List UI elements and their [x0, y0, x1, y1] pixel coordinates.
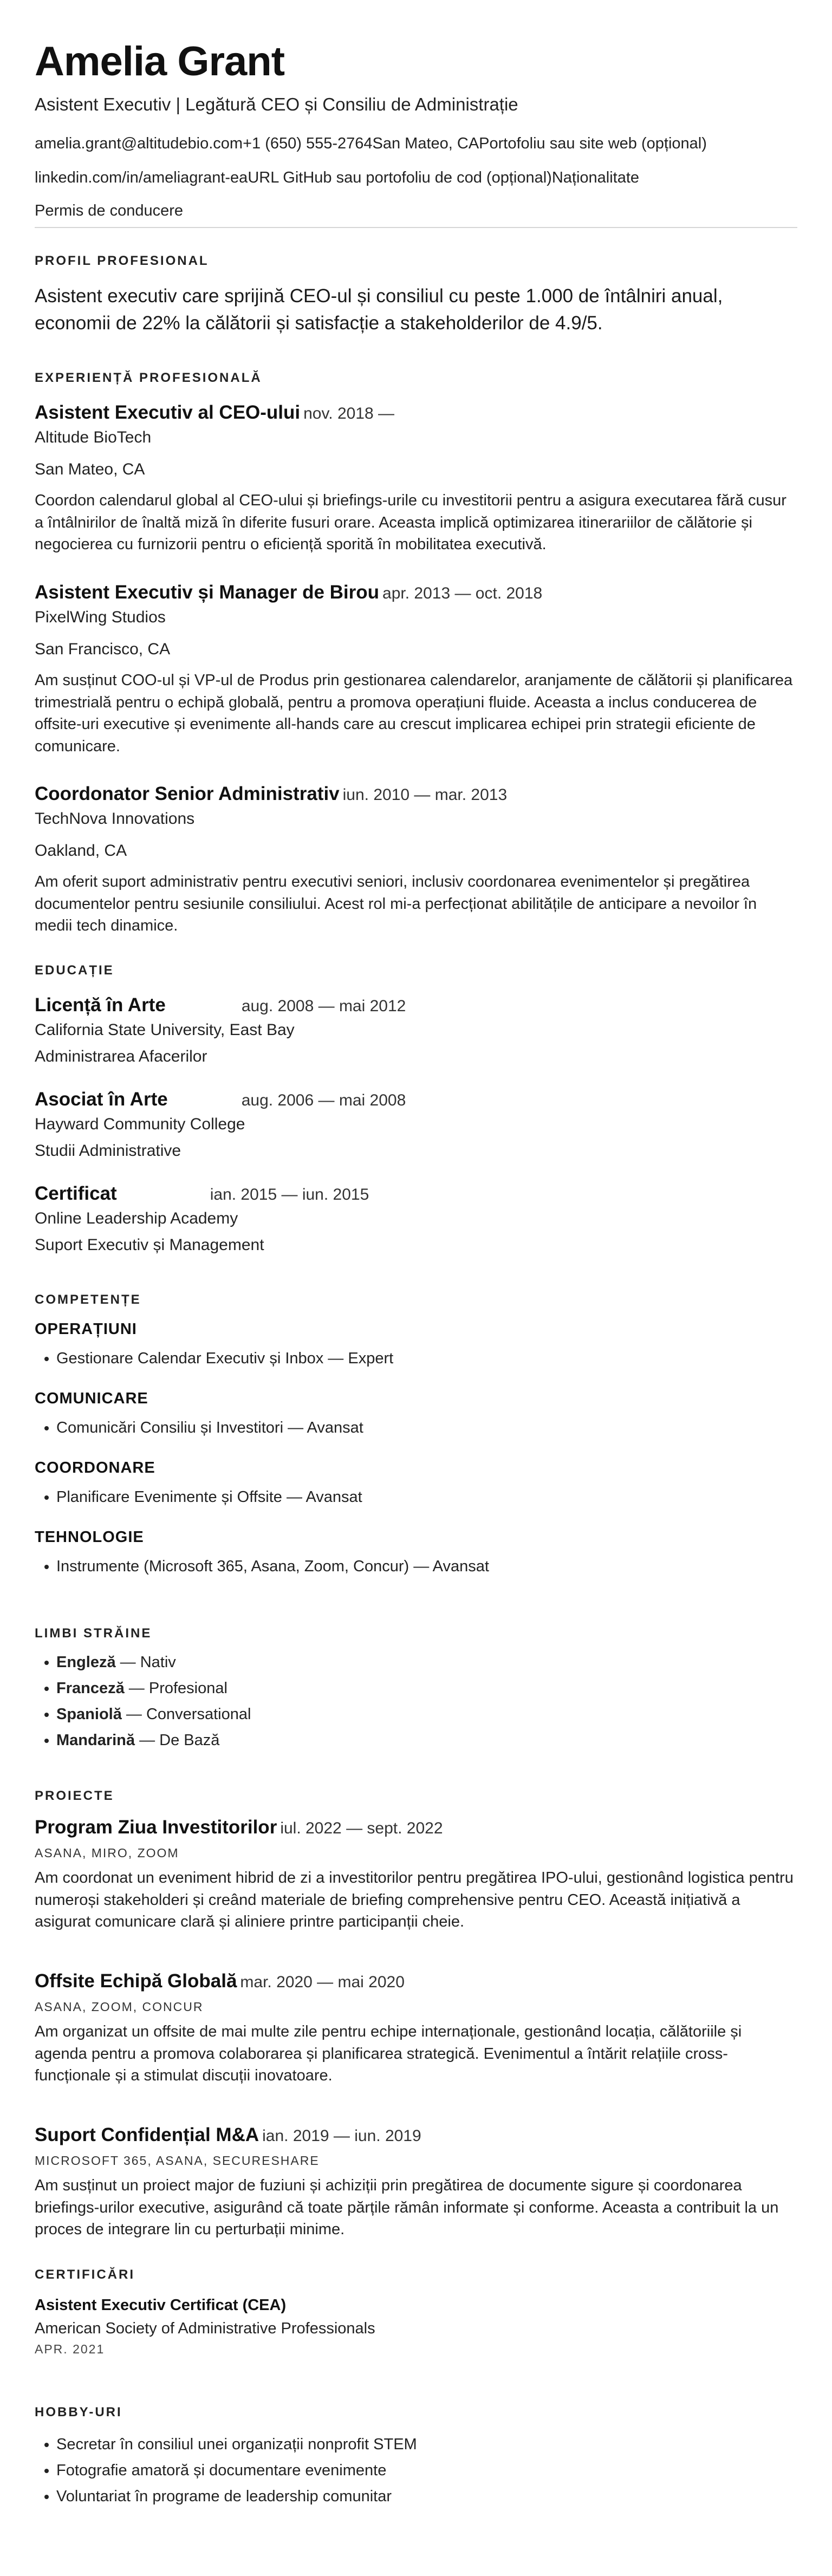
language-name: Engleză	[56, 1654, 116, 1671]
skill-list	[35, 1415, 797, 1441]
skill-category: COORDONARE	[35, 1459, 155, 1476]
education-school: Online Leadership Academy	[35, 1209, 238, 1227]
certifications-section	[35, 2267, 797, 2357]
education-entry	[35, 1183, 797, 1256]
skill-item: Comunicări Consiliu și Investitori — Avansat	[35, 1415, 797, 1441]
experience-dates: nov. 2018 —	[303, 405, 395, 422]
projects-section	[35, 1788, 797, 2239]
certification-org: American Society of Administrative Professionals	[35, 2320, 375, 2337]
project-description: Am susținut un proiect major de fuziuni și achiziții prin pregătirea de documente sigure și coordonarea briefings-urilor executive, asigurând că toate părțile rămân informate și conforme. Aceasta a contribuit la un proces de integrare lin cu perturbații minime.	[35, 2177, 779, 2239]
skill-item: Planificare Evenimente și Offsite — Avansat	[35, 1485, 797, 1511]
experience-dates: apr. 2013 — oct. 2018	[382, 584, 543, 602]
education-field: Studii Administrative	[35, 1142, 181, 1160]
experience-description: Am susținut COO-ul și VP-ul de Produs prin gestionarea calendarelor, aranjamente de călătorii și planificarea trimestrială pentru o echipă globală, pentru a promova operațiuni fluide. Aceasta a inclus conducerea de offsite-uri executive și evenimente all-hands care au crescut implicarea echipei prin strategii eficiente de comunicare.	[35, 672, 793, 755]
education-dates: ian. 2015 — iun. 2015	[210, 1186, 369, 1204]
project-dates: mar. 2020 — mai 2020	[240, 1973, 405, 1991]
section-title-projects: PROIECTE	[35, 1788, 114, 1803]
experience-role: Coordonator Senior Administrativ	[35, 783, 340, 804]
experience-entry	[35, 783, 797, 937]
project-dates: iul. 2022 — sept. 2022	[280, 1819, 443, 1837]
skill-group	[35, 1528, 797, 1580]
language-item	[35, 1728, 797, 1754]
header-divider	[35, 227, 797, 228]
skill-group	[35, 1459, 797, 1511]
project-name: Offsite Echipă Globală	[35, 1970, 237, 1992]
education-school: Hayward Community College	[35, 1115, 245, 1133]
candidate-name: Amelia Grant	[35, 38, 285, 84]
profile-section	[35, 253, 797, 336]
education-field: Administrarea Afacerilor	[35, 1048, 207, 1065]
project-entry	[35, 1970, 797, 2087]
experience-entry	[35, 582, 797, 757]
hobbies-section	[35, 2405, 797, 2510]
contact-line-primary: amelia.grant@altitudebio.com+1 (650) 555-2764San Mateo, CAPortofoliu sau site web (opțional)	[35, 134, 707, 152]
certification-name: Asistent Executiv Certificat (CEA)	[35, 2297, 287, 2314]
experience-location: Oakland, CA	[35, 842, 127, 860]
skill-item: Instrumente (Microsoft 365, Asana, Zoom, Concur) — Avansat	[35, 1554, 797, 1580]
language-name: Franceză	[56, 1679, 125, 1697]
project-entry	[35, 1817, 797, 1933]
language-item	[35, 1702, 797, 1728]
experience-company: Altitude BioTech	[35, 428, 152, 446]
hobby-item: Secretar în consiliul unei organizații nonprofit STEM	[35, 2432, 797, 2458]
certification-entry	[35, 2297, 797, 2357]
education-field: Suport Executiv și Management	[35, 1236, 264, 1254]
project-dates: ian. 2019 — iun. 2019	[262, 2127, 421, 2145]
project-name: Suport Confidențial M&A	[35, 2124, 259, 2145]
section-title-experience: EXPERIENȚĂ PROFESIONALĂ	[35, 370, 262, 385]
certification-date: APR. 2021	[35, 2342, 105, 2356]
language-name: Spaniolă	[56, 1705, 122, 1723]
skill-category: OPERAȚIUNI	[35, 1320, 137, 1338]
experience-location: San Francisco, CA	[35, 640, 171, 658]
education-dates: aug. 2006 — mai 2008	[241, 1091, 406, 1109]
education-entry	[35, 1089, 797, 1161]
language-level: — Conversational	[121, 1705, 251, 1723]
project-tools: ASANA, ZOOM, CONCUR	[35, 2000, 204, 2014]
experience-entry	[35, 402, 797, 556]
section-title-hobbies: HOBBY-URI	[35, 2405, 122, 2419]
section-title-education: EDUCAȚIE	[35, 963, 114, 978]
section-title-profile: PROFIL PROFESIONAL	[35, 253, 209, 268]
section-title-languages: LIMBI STRĂINE	[35, 1626, 152, 1641]
hobby-item: Voluntariat în programe de leadership comunitar	[35, 2484, 797, 2510]
education-dates: aug. 2008 — mai 2012	[241, 997, 406, 1015]
education-entry	[35, 994, 797, 1067]
project-name: Program Ziua Investitorilor	[35, 1817, 277, 1838]
skills-section	[35, 1292, 797, 1575]
experience-description: Coordon calendarul global al CEO-ului și briefings-urile cu investitorii pentru a asigura executarea fără cusur a întâlnirilor de înaltă miză în diferite fusuri orare. Aceasta implică optimizarea itinerariilor de călătorie și negocierea cu furnizorii pentru o eficiență sporită în mobilitatea executivă.	[35, 492, 786, 554]
skill-list	[35, 1485, 797, 1511]
hobby-item: Fotografie amatoră și documentare evenimente	[35, 2458, 797, 2484]
resume-header	[35, 39, 797, 228]
candidate-headline: Asistent Executiv | Legătură CEO și Consiliu de Administrație	[35, 94, 518, 114]
project-description: Am organizat un offsite de mai multe zile pentru echipe internaționale, gestionând locația, călătoriile și agenda pentru a promova colaborarea și planificarea strategică. Evenimentul a întărit relațiile cross-funcționale și a stimulat discuții inovatoare.	[35, 2023, 742, 2085]
skill-category: TEHNOLOGIE	[35, 1528, 144, 1546]
languages-section	[35, 1626, 797, 1753]
skill-category: COMUNICARE	[35, 1390, 148, 1407]
hobby-list	[35, 2432, 797, 2510]
language-list	[35, 1650, 797, 1753]
language-item	[35, 1650, 797, 1676]
experience-description: Am oferit suport administrativ pentru executivi seniori, inclusiv coordonarea evenimentelor și pregătirea documentelor pentru sesiunile consiliului. Acest rol mi-a perfecționat abilitățile de anticipare a nevoilor în medii tech dinamice.	[35, 873, 757, 935]
experience-role: Asistent Executiv și Manager de Birou	[35, 582, 380, 603]
experience-location: San Mateo, CA	[35, 460, 145, 478]
language-level: — Nativ	[115, 1654, 176, 1671]
project-entry	[35, 2124, 797, 2241]
contact-line-secondary: linkedin.com/in/ameliagrant-eaURL GitHub sau portofoliu de cod (opțional)Naționalitate	[35, 168, 640, 186]
language-level: — Profesional	[124, 1679, 227, 1697]
experience-dates: iun. 2010 — mar. 2013	[342, 786, 508, 804]
skill-group	[35, 1320, 797, 1372]
section-title-certifications: CERTIFICĂRI	[35, 2267, 135, 2282]
education-degree: Licență în Arte	[35, 994, 166, 1016]
experience-company: TechNova Innovations	[35, 810, 195, 828]
language-item	[35, 1676, 797, 1702]
section-title-skills: COMPETENȚE	[35, 1292, 141, 1307]
contact-line-tertiary: Permis de conducere	[35, 201, 184, 219]
experience-company: PixelWing Studios	[35, 608, 166, 626]
experience-role: Asistent Executiv al CEO-ului	[35, 402, 301, 423]
education-section	[35, 963, 797, 1254]
education-degree: Asociat în Arte	[35, 1089, 168, 1110]
profile-summary: Asistent executiv care sprijină CEO-ul și consiliul cu peste 1.000 de întâlniri anual, economii de 22% la călătorii și satisfacție a stakeholderilor de 4.9/5.	[35, 285, 723, 334]
language-name: Mandarină	[56, 1731, 135, 1749]
skill-item: Gestionare Calendar Executiv și Inbox — Expert	[35, 1346, 797, 1372]
education-school: California State University, East Bay	[35, 1021, 295, 1039]
project-tools: ASANA, MIRO, ZOOM	[35, 1846, 179, 1860]
language-level: — De Bază	[135, 1731, 220, 1749]
skill-group	[35, 1390, 797, 1441]
experience-section	[35, 370, 797, 935]
project-tools: MICROSOFT 365, ASANA, SECURESHARE	[35, 2154, 320, 2168]
education-degree: Certificat	[35, 1183, 117, 1204]
project-description: Am coordonat un eveniment hibrid de zi a investitorilor pentru pregătirea IPO-ului, gestionând logistica pentru numeroși stakeholderi și creând materiale de briefing comprehensive pentru CEO. Această inițiativă a asigurat comunicare clară și aliniere printre participanții cheie.	[35, 1869, 794, 1931]
skill-list	[35, 1554, 797, 1580]
skill-list	[35, 1346, 797, 1372]
